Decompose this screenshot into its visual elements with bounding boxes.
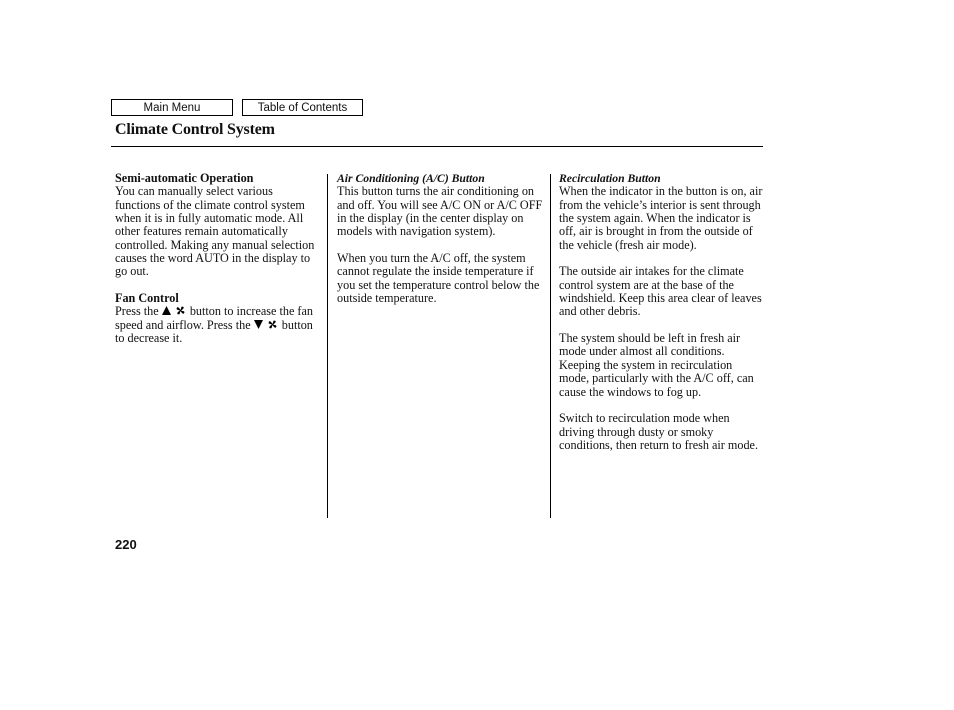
- fan-control-text: [115, 305, 321, 345]
- fan-control-heading: Fan Control: [115, 291, 179, 306]
- page-number: 220: [115, 537, 137, 552]
- page-title: Climate Control System: [115, 121, 275, 138]
- column-divider: [327, 174, 328, 518]
- semi-automatic-text: You can manually select various functions of the climate control system when it is in fully automatic mode. All other features remain automatically controlled. Making any manual selection causes the word AUTO in the display to go out.: [115, 184, 315, 279]
- fresh-air-text: The system should be left in fresh air mode under almost all conditions. Keeping the system in recirculation mode, particularly with the A/C off, can cause the windows to fog up.: [559, 331, 754, 399]
- fan-text-part: Press the: [115, 304, 159, 319]
- column-divider: [550, 174, 551, 518]
- recirculation-usage-text: Switch to recirculation mode when driving through dusty or smoky conditions, then return to fresh air mode.: [559, 411, 759, 452]
- column-right: [559, 172, 765, 466]
- column-left: [115, 172, 321, 359]
- main-menu-button[interactable]: Main Menu: [111, 99, 233, 116]
- recirculation-text: When the indicator in the button is on, air from the vehicle’s interior is sent through the system again. When the indicator is off, air is brought in from the outside of the vehicle (fresh air mode).: [559, 184, 763, 252]
- air-intake-text: The outside air intakes for the climate control system are at the base of the windshield. Keep this area clear of leaves and other debris.: [559, 264, 762, 319]
- fan-icon: [267, 319, 278, 330]
- fan-icon: [175, 305, 186, 316]
- recirculation-heading: Recirculation Button: [559, 172, 661, 185]
- fan-text-part: button to decrease it.: [115, 317, 313, 346]
- table-of-contents-button[interactable]: Table of Contents: [242, 99, 363, 116]
- column-middle: [337, 172, 543, 319]
- ac-off-text: When you turn the A/C off, the system cannot regulate the inside temperature if you set the temperature control below the outside temperature.: [337, 251, 540, 306]
- semi-automatic-heading: Semi-automatic Operation: [115, 171, 254, 185]
- triangle-up-icon: [162, 306, 171, 315]
- ac-button-text: This button turns the air conditioning on and off. You will see A/C ON or A/C OFF in the display (in the center display on models with navigation system).: [337, 184, 543, 239]
- title-rule: [111, 146, 763, 147]
- fan-text-part: button to increase the fan speed and airflow. Press the: [115, 304, 313, 332]
- triangle-down-icon: [254, 320, 263, 329]
- ac-button-heading: Air Conditioning (A/C) Button: [337, 172, 485, 185]
